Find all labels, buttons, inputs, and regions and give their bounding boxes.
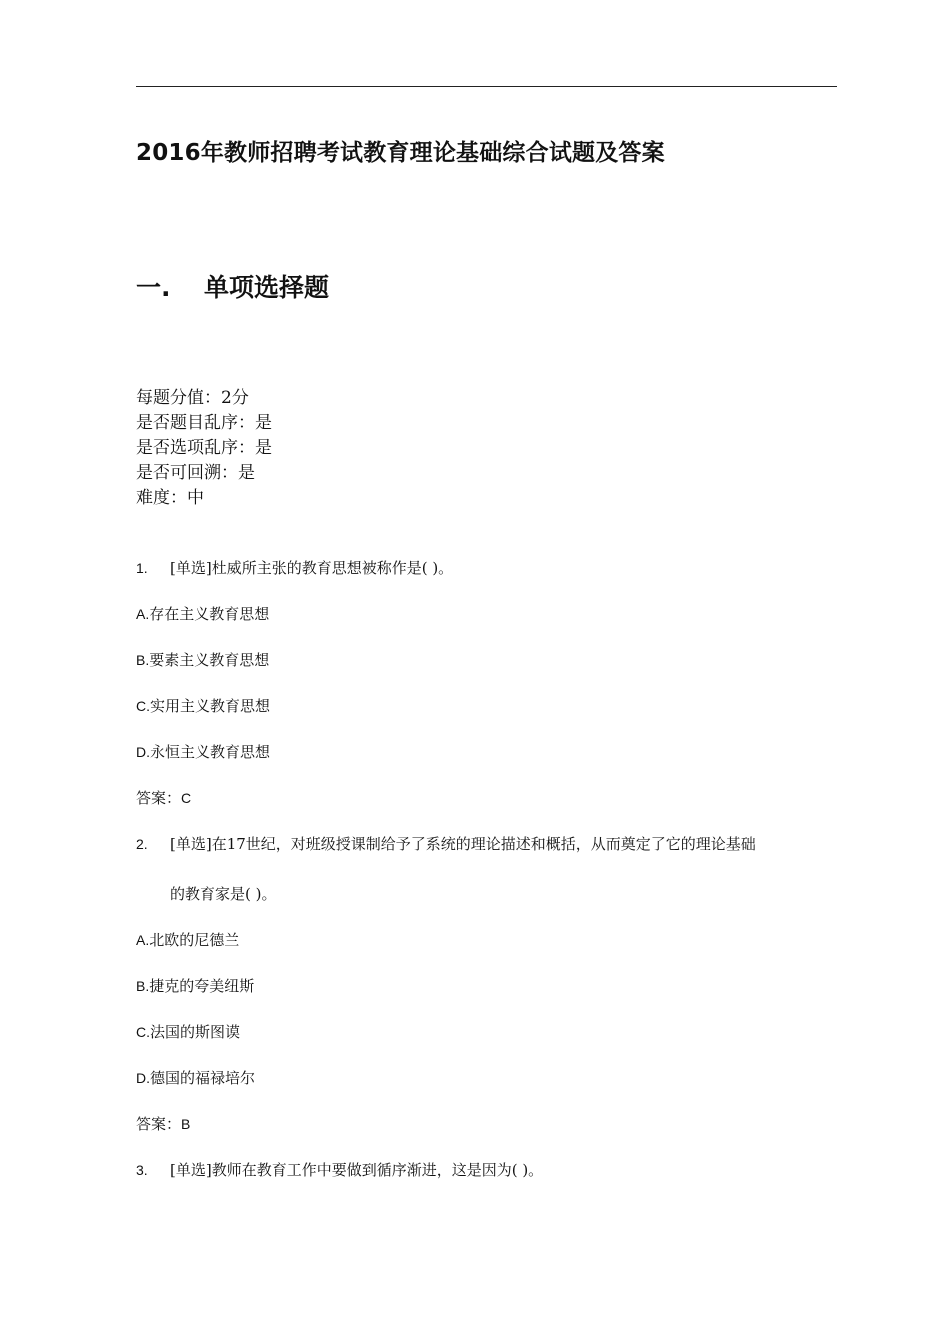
option-letter: B. [136, 978, 150, 994]
option-letter: C. [136, 1024, 150, 1040]
exam-settings [136, 386, 272, 511]
question-number: 1. [136, 560, 148, 576]
answer-label: 答案： [136, 1115, 182, 1133]
meta-score: 每题分值：2分 [136, 388, 249, 408]
answer-2 [136, 1113, 190, 1134]
meta-backtrack: 是否可回溯：是 [136, 463, 255, 483]
section-heading [136, 268, 329, 304]
question-3 [136, 1159, 543, 1180]
option-text: 北欧的尼德兰 [149, 931, 240, 949]
option-letter: B. [136, 652, 150, 668]
option-d [136, 741, 270, 762]
option-text: 存在主义教育思想 [149, 605, 270, 623]
question-text: [单选]杜威所主张的教育思想被称作是( )。 [170, 559, 454, 577]
option-text: 捷克的夸美纽斯 [149, 977, 255, 995]
option-letter: C. [136, 698, 150, 714]
option-text: 实用主义教育思想 [150, 697, 271, 715]
answer-1 [136, 787, 191, 808]
meta-difficulty: 难度：中 [136, 488, 204, 508]
option-c [136, 1021, 240, 1042]
option-text: 要素主义教育思想 [149, 651, 270, 669]
option-b [136, 649, 269, 670]
option-text: 德国的福禄培尔 [150, 1069, 256, 1087]
option-text: 永恒主义教育思想 [150, 743, 271, 761]
question-text: [单选]教师在教育工作中要做到循序渐进，这是因为( )。 [170, 1161, 544, 1179]
option-c [136, 695, 270, 716]
section-label: 单项选择题 [204, 273, 330, 302]
option-b [136, 975, 254, 996]
answer-value: B [181, 1116, 191, 1132]
answer-value: C [181, 790, 192, 806]
option-letter: A. [136, 932, 150, 948]
option-d [136, 1067, 255, 1088]
option-a [136, 929, 239, 950]
document-title: 2016年教师招聘考试教育理论基础综合试题及答案 [136, 140, 665, 166]
question-text: [单选]在17世纪，对班级授课制给予了系统的理论描述和概括，从而奠定了它的理论基础 [170, 835, 756, 853]
option-text: 法国的斯图谟 [150, 1023, 241, 1041]
option-letter: D. [136, 744, 150, 760]
option-a [136, 603, 269, 624]
meta-shuffle-options: 是否选项乱序：是 [136, 438, 272, 458]
answer-label: 答案： [136, 789, 182, 807]
question-number: 2. [136, 836, 148, 852]
question-number: 3. [136, 1162, 148, 1178]
option-letter: A. [136, 606, 150, 622]
option-letter: D. [136, 1070, 150, 1086]
header-rule [136, 86, 837, 87]
question-2-continuation: 的教育家是( )。 [170, 885, 277, 903]
question-1 [136, 557, 453, 578]
question-2 [136, 833, 756, 854]
meta-shuffle-questions: 是否题目乱序：是 [136, 413, 272, 433]
section-number: 一. [136, 273, 171, 302]
